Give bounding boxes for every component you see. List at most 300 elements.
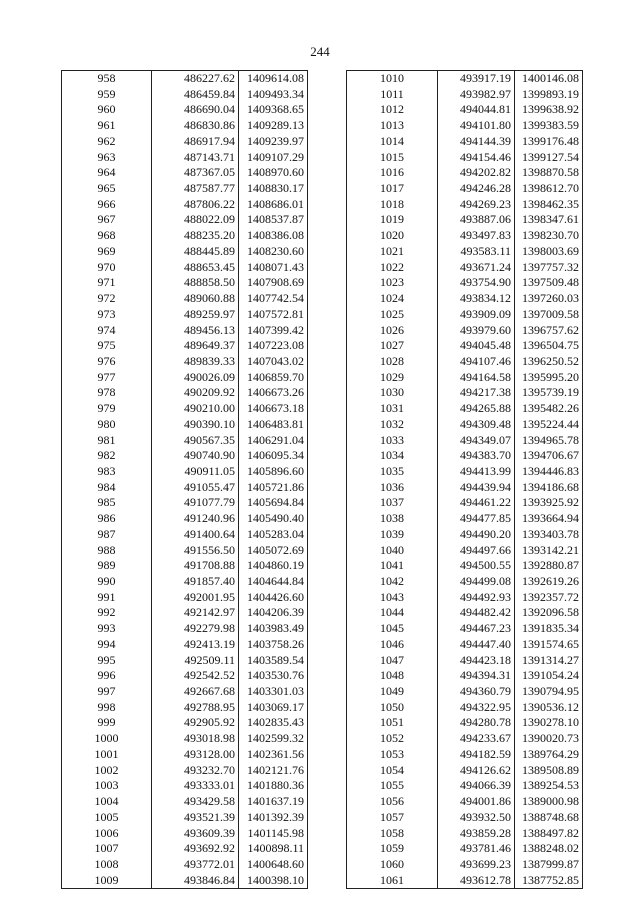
y-coordinate-cell: 1402599.32 — [239, 731, 308, 747]
table-row — [347, 323, 583, 339]
x-coordinate-cell: 492905.92 — [152, 715, 239, 731]
y-coordinate-cell: 1409289.13 — [239, 118, 308, 134]
y-coordinate-cell: 1395739.19 — [515, 385, 583, 401]
table-row — [347, 731, 583, 747]
point-number-cell: 1046 — [347, 637, 438, 653]
x-coordinate-cell: 487367.05 — [152, 165, 239, 181]
table-row — [347, 448, 583, 464]
table-row — [62, 857, 308, 873]
table-row — [62, 810, 308, 826]
point-number-cell: 1037 — [347, 495, 438, 511]
point-number-cell: 986 — [62, 511, 152, 527]
y-coordinate-cell: 1408686.01 — [239, 197, 308, 213]
table-row — [62, 165, 308, 181]
x-coordinate-cell: 488858.50 — [152, 275, 239, 291]
x-coordinate-cell: 494394.31 — [438, 668, 515, 684]
point-number-cell: 965 — [62, 181, 152, 197]
y-coordinate-cell: 1408386.08 — [239, 228, 308, 244]
x-coordinate-cell: 494477.85 — [438, 511, 515, 527]
point-number-cell: 1036 — [347, 480, 438, 496]
y-coordinate-cell: 1389000.98 — [515, 794, 583, 810]
x-coordinate-cell: 493982.97 — [438, 87, 515, 103]
point-number-cell: 1051 — [347, 715, 438, 731]
y-coordinate-cell: 1390278.10 — [515, 715, 583, 731]
point-number-cell: 973 — [62, 307, 152, 323]
y-coordinate-cell: 1401637.19 — [239, 794, 308, 810]
y-coordinate-cell: 1397509.48 — [515, 275, 583, 291]
x-coordinate-cell: 493612.78 — [438, 873, 515, 889]
x-coordinate-cell: 493583.11 — [438, 244, 515, 260]
x-coordinate-cell: 493671.24 — [438, 260, 515, 276]
point-number-cell: 969 — [62, 244, 152, 260]
x-coordinate-cell: 489649.37 — [152, 338, 239, 354]
y-coordinate-cell: 1396250.52 — [515, 354, 583, 370]
x-coordinate-cell: 494497.66 — [438, 543, 515, 559]
x-coordinate-cell: 490567.35 — [152, 433, 239, 449]
table-row — [62, 118, 308, 134]
point-number-cell: 998 — [62, 700, 152, 716]
y-coordinate-cell: 1399638.92 — [515, 102, 583, 118]
x-coordinate-cell: 492279.98 — [152, 621, 239, 637]
point-number-cell: 1023 — [347, 275, 438, 291]
point-number-cell: 1047 — [347, 653, 438, 669]
x-coordinate-cell: 494322.95 — [438, 700, 515, 716]
x-coordinate-cell: 493917.19 — [438, 71, 515, 87]
point-number-cell: 993 — [62, 621, 152, 637]
y-coordinate-cell: 1392357.72 — [515, 590, 583, 606]
y-coordinate-cell: 1407742.54 — [239, 291, 308, 307]
table-row — [62, 763, 308, 779]
y-coordinate-cell: 1387752.85 — [515, 873, 583, 889]
table-row — [62, 668, 308, 684]
x-coordinate-cell: 493333.01 — [152, 778, 239, 794]
point-number-cell: 997 — [62, 684, 152, 700]
y-coordinate-cell: 1406483.81 — [239, 417, 308, 433]
x-coordinate-cell: 493497.83 — [438, 228, 515, 244]
table-row — [347, 228, 583, 244]
y-coordinate-cell: 1392880.87 — [515, 558, 583, 574]
y-coordinate-cell: 1398347.61 — [515, 212, 583, 228]
y-coordinate-cell: 1398870.58 — [515, 165, 583, 181]
point-number-cell: 962 — [62, 134, 152, 150]
y-coordinate-cell: 1390536.12 — [515, 700, 583, 716]
coordinates-table-right — [346, 70, 583, 889]
table-row — [62, 71, 308, 87]
table-row — [347, 621, 583, 637]
table-row — [62, 102, 308, 118]
y-coordinate-cell: 1404644.84 — [239, 574, 308, 590]
x-coordinate-cell: 488022.09 — [152, 212, 239, 228]
table-row — [62, 653, 308, 669]
x-coordinate-cell: 493692.92 — [152, 841, 239, 857]
x-coordinate-cell: 494360.79 — [438, 684, 515, 700]
x-coordinate-cell: 494439.94 — [438, 480, 515, 496]
table-row — [347, 763, 583, 779]
point-number-cell: 967 — [62, 212, 152, 228]
point-number-cell: 1034 — [347, 448, 438, 464]
point-number-cell: 1041 — [347, 558, 438, 574]
table-row — [62, 448, 308, 464]
y-coordinate-cell: 1405896.60 — [239, 464, 308, 480]
y-coordinate-cell: 1409614.08 — [239, 71, 308, 87]
x-coordinate-cell: 494126.62 — [438, 763, 515, 779]
y-coordinate-cell: 1387999.87 — [515, 857, 583, 873]
table-row — [62, 590, 308, 606]
x-coordinate-cell: 493979.60 — [438, 323, 515, 339]
point-number-cell: 1053 — [347, 747, 438, 763]
x-coordinate-cell: 494001.86 — [438, 794, 515, 810]
y-coordinate-cell: 1400146.08 — [515, 71, 583, 87]
table-row — [62, 385, 308, 401]
y-coordinate-cell: 1406859.70 — [239, 370, 308, 386]
x-coordinate-cell: 493521.39 — [152, 810, 239, 826]
x-coordinate-cell: 493932.50 — [438, 810, 515, 826]
x-coordinate-cell: 494164.58 — [438, 370, 515, 386]
y-coordinate-cell: 1400398.10 — [239, 873, 308, 889]
table-row — [62, 574, 308, 590]
x-coordinate-cell: 494246.28 — [438, 181, 515, 197]
y-coordinate-cell: 1390794.95 — [515, 684, 583, 700]
table-row — [62, 370, 308, 386]
x-coordinate-cell: 490026.09 — [152, 370, 239, 386]
point-number-cell: 980 — [62, 417, 152, 433]
point-number-cell: 1014 — [347, 134, 438, 150]
x-coordinate-cell: 486227.62 — [152, 71, 239, 87]
point-number-cell: 982 — [62, 448, 152, 464]
x-coordinate-cell: 494423.18 — [438, 653, 515, 669]
y-coordinate-cell: 1407043.02 — [239, 354, 308, 370]
x-coordinate-cell: 490390.10 — [152, 417, 239, 433]
table-row — [347, 511, 583, 527]
y-coordinate-cell: 1389254.53 — [515, 778, 583, 794]
point-number-cell: 1005 — [62, 810, 152, 826]
y-coordinate-cell: 1406095.34 — [239, 448, 308, 464]
y-coordinate-cell: 1389764.29 — [515, 747, 583, 763]
y-coordinate-cell: 1401145.98 — [239, 826, 308, 842]
point-number-cell: 1054 — [347, 763, 438, 779]
table-row — [347, 260, 583, 276]
y-coordinate-cell: 1398230.70 — [515, 228, 583, 244]
point-number-cell: 1008 — [62, 857, 152, 873]
x-coordinate-cell: 493128.00 — [152, 747, 239, 763]
point-number-cell: 1049 — [347, 684, 438, 700]
y-coordinate-cell: 1400648.60 — [239, 857, 308, 873]
point-number-cell: 989 — [62, 558, 152, 574]
x-coordinate-cell: 486917.94 — [152, 134, 239, 150]
x-coordinate-cell: 494499.08 — [438, 574, 515, 590]
table-row — [347, 71, 583, 87]
table-row — [347, 653, 583, 669]
y-coordinate-cell: 1408830.17 — [239, 181, 308, 197]
x-coordinate-cell: 488445.89 — [152, 244, 239, 260]
table-row — [62, 527, 308, 543]
table-row — [347, 700, 583, 716]
y-coordinate-cell: 1403983.49 — [239, 621, 308, 637]
table-row — [347, 574, 583, 590]
point-number-cell: 1033 — [347, 433, 438, 449]
y-coordinate-cell: 1398003.69 — [515, 244, 583, 260]
point-number-cell: 1006 — [62, 826, 152, 842]
x-coordinate-cell: 489259.97 — [152, 307, 239, 323]
point-number-cell: 1057 — [347, 810, 438, 826]
table-row — [347, 841, 583, 857]
x-coordinate-cell: 494269.23 — [438, 197, 515, 213]
point-number-cell: 1020 — [347, 228, 438, 244]
x-coordinate-cell: 492542.52 — [152, 668, 239, 684]
table-row — [62, 637, 308, 653]
y-coordinate-cell: 1389508.89 — [515, 763, 583, 779]
point-number-cell: 1061 — [347, 873, 438, 889]
table-row — [62, 291, 308, 307]
table-row — [347, 857, 583, 873]
x-coordinate-cell: 490740.90 — [152, 448, 239, 464]
point-number-cell: 1002 — [62, 763, 152, 779]
point-number-cell: 1038 — [347, 511, 438, 527]
y-coordinate-cell: 1397009.58 — [515, 307, 583, 323]
point-number-cell: 1045 — [347, 621, 438, 637]
x-coordinate-cell: 493609.39 — [152, 826, 239, 842]
point-number-cell: 1044 — [347, 605, 438, 621]
table-row — [62, 731, 308, 747]
table-row — [62, 197, 308, 213]
y-coordinate-cell: 1393925.92 — [515, 495, 583, 511]
point-number-cell: 1013 — [347, 118, 438, 134]
point-number-cell: 1004 — [62, 794, 152, 810]
table-row — [347, 590, 583, 606]
x-coordinate-cell: 493887.06 — [438, 212, 515, 228]
x-coordinate-cell: 493909.09 — [438, 307, 515, 323]
x-coordinate-cell: 492413.19 — [152, 637, 239, 653]
point-number-cell: 1048 — [347, 668, 438, 684]
table-row — [347, 810, 583, 826]
point-number-cell: 964 — [62, 165, 152, 181]
point-number-cell: 996 — [62, 668, 152, 684]
point-number-cell: 1022 — [347, 260, 438, 276]
table-row — [62, 495, 308, 511]
point-number-cell: 988 — [62, 543, 152, 559]
table-row — [347, 307, 583, 323]
x-coordinate-cell: 494144.39 — [438, 134, 515, 150]
point-number-cell: 1011 — [347, 87, 438, 103]
y-coordinate-cell: 1409239.97 — [239, 134, 308, 150]
y-coordinate-cell: 1399383.59 — [515, 118, 583, 134]
x-coordinate-cell: 493429.58 — [152, 794, 239, 810]
point-number-cell: 1031 — [347, 401, 438, 417]
x-coordinate-cell: 494492.93 — [438, 590, 515, 606]
point-number-cell: 1032 — [347, 417, 438, 433]
x-coordinate-cell: 494107.46 — [438, 354, 515, 370]
table-row — [347, 212, 583, 228]
table-row — [347, 558, 583, 574]
y-coordinate-cell: 1409368.65 — [239, 102, 308, 118]
table-row — [347, 118, 583, 134]
y-coordinate-cell: 1392096.58 — [515, 605, 583, 621]
point-number-cell: 1017 — [347, 181, 438, 197]
page-number: 244 — [310, 44, 330, 59]
table-row — [347, 495, 583, 511]
y-coordinate-cell: 1399893.19 — [515, 87, 583, 103]
point-number-cell: 1016 — [347, 165, 438, 181]
point-number-cell: 1042 — [347, 574, 438, 590]
point-number-cell: 981 — [62, 433, 152, 449]
table-row — [62, 480, 308, 496]
point-number-cell: 1056 — [347, 794, 438, 810]
table-row — [62, 543, 308, 559]
y-coordinate-cell: 1401392.39 — [239, 810, 308, 826]
x-coordinate-cell: 492667.68 — [152, 684, 239, 700]
x-coordinate-cell: 489060.88 — [152, 291, 239, 307]
point-number-cell: 1028 — [347, 354, 438, 370]
point-number-cell: 987 — [62, 527, 152, 543]
y-coordinate-cell: 1407223.08 — [239, 338, 308, 354]
y-coordinate-cell: 1395482.26 — [515, 401, 583, 417]
table-row — [62, 244, 308, 260]
y-coordinate-cell: 1396757.62 — [515, 323, 583, 339]
x-coordinate-cell: 494217.38 — [438, 385, 515, 401]
point-number-cell: 1018 — [347, 197, 438, 213]
y-coordinate-cell: 1399127.54 — [515, 150, 583, 166]
x-coordinate-cell: 486459.84 — [152, 87, 239, 103]
y-coordinate-cell: 1391574.65 — [515, 637, 583, 653]
table-row — [62, 605, 308, 621]
point-number-cell: 1021 — [347, 244, 438, 260]
y-coordinate-cell: 1409493.34 — [239, 87, 308, 103]
table-row — [347, 778, 583, 794]
x-coordinate-cell: 490210.00 — [152, 401, 239, 417]
y-coordinate-cell: 1403069.17 — [239, 700, 308, 716]
point-number-cell: 983 — [62, 464, 152, 480]
point-number-cell: 976 — [62, 354, 152, 370]
x-coordinate-cell: 493846.84 — [152, 873, 239, 889]
y-coordinate-cell: 1394965.78 — [515, 433, 583, 449]
y-coordinate-cell: 1406673.26 — [239, 385, 308, 401]
table-row — [62, 747, 308, 763]
table-row — [347, 87, 583, 103]
point-number-cell: 978 — [62, 385, 152, 401]
y-coordinate-cell: 1398462.35 — [515, 197, 583, 213]
point-number-cell: 1055 — [347, 778, 438, 794]
point-number-cell: 1007 — [62, 841, 152, 857]
table-row — [62, 134, 308, 150]
table-row — [62, 684, 308, 700]
x-coordinate-cell: 494467.23 — [438, 621, 515, 637]
x-coordinate-cell: 493699.23 — [438, 857, 515, 873]
table-row — [62, 212, 308, 228]
x-coordinate-cell: 494500.55 — [438, 558, 515, 574]
y-coordinate-cell: 1403589.54 — [239, 653, 308, 669]
x-coordinate-cell: 491240.96 — [152, 511, 239, 527]
y-coordinate-cell: 1404206.39 — [239, 605, 308, 621]
point-number-cell: 970 — [62, 260, 152, 276]
y-coordinate-cell: 1391314.27 — [515, 653, 583, 669]
y-coordinate-cell: 1399176.48 — [515, 134, 583, 150]
x-coordinate-cell: 494265.88 — [438, 401, 515, 417]
table-row — [347, 244, 583, 260]
x-coordinate-cell: 493018.98 — [152, 731, 239, 747]
table-row — [347, 275, 583, 291]
y-coordinate-cell: 1395995.20 — [515, 370, 583, 386]
y-coordinate-cell: 1394706.67 — [515, 448, 583, 464]
point-number-cell: 1052 — [347, 731, 438, 747]
table-row — [347, 826, 583, 842]
x-coordinate-cell: 487806.22 — [152, 197, 239, 213]
point-number-cell: 992 — [62, 605, 152, 621]
point-number-cell: 968 — [62, 228, 152, 244]
point-number-cell: 1026 — [347, 323, 438, 339]
table-row — [347, 873, 583, 889]
table-row — [62, 150, 308, 166]
x-coordinate-cell: 490209.92 — [152, 385, 239, 401]
x-coordinate-cell: 494482.42 — [438, 605, 515, 621]
x-coordinate-cell: 493781.46 — [438, 841, 515, 857]
point-number-cell: 971 — [62, 275, 152, 291]
point-number-cell: 1050 — [347, 700, 438, 716]
coordinates-table-left — [61, 70, 308, 889]
point-number-cell: 1019 — [347, 212, 438, 228]
y-coordinate-cell: 1404860.19 — [239, 558, 308, 574]
table-row — [347, 605, 583, 621]
y-coordinate-cell: 1393664.94 — [515, 511, 583, 527]
point-number-cell: 1059 — [347, 841, 438, 857]
y-coordinate-cell: 1397757.32 — [515, 260, 583, 276]
y-coordinate-cell: 1396504.75 — [515, 338, 583, 354]
table-row — [347, 181, 583, 197]
point-number-cell: 999 — [62, 715, 152, 731]
table-row — [347, 480, 583, 496]
y-coordinate-cell: 1408970.60 — [239, 165, 308, 181]
table-row — [347, 401, 583, 417]
x-coordinate-cell: 492001.95 — [152, 590, 239, 606]
x-coordinate-cell: 491055.47 — [152, 480, 239, 496]
x-coordinate-cell: 494447.40 — [438, 637, 515, 653]
table-row — [347, 715, 583, 731]
table-row — [347, 684, 583, 700]
x-coordinate-cell: 491556.50 — [152, 543, 239, 559]
x-coordinate-cell: 494309.48 — [438, 417, 515, 433]
y-coordinate-cell: 1400898.11 — [239, 841, 308, 857]
point-number-cell: 1010 — [347, 71, 438, 87]
point-number-cell: 984 — [62, 480, 152, 496]
y-coordinate-cell: 1403301.03 — [239, 684, 308, 700]
y-coordinate-cell: 1390020.73 — [515, 731, 583, 747]
x-coordinate-cell: 494045.48 — [438, 338, 515, 354]
point-number-cell: 966 — [62, 197, 152, 213]
x-coordinate-cell: 494349.07 — [438, 433, 515, 449]
y-coordinate-cell: 1407572.81 — [239, 307, 308, 323]
x-coordinate-cell: 493834.12 — [438, 291, 515, 307]
point-number-cell: 1040 — [347, 543, 438, 559]
y-coordinate-cell: 1398612.70 — [515, 181, 583, 197]
x-coordinate-cell: 494413.99 — [438, 464, 515, 480]
y-coordinate-cell: 1404426.60 — [239, 590, 308, 606]
table-row — [347, 197, 583, 213]
y-coordinate-cell: 1407908.69 — [239, 275, 308, 291]
y-coordinate-cell: 1403530.76 — [239, 668, 308, 684]
y-coordinate-cell: 1388497.82 — [515, 826, 583, 842]
y-coordinate-cell: 1402121.76 — [239, 763, 308, 779]
x-coordinate-cell: 494280.78 — [438, 715, 515, 731]
x-coordinate-cell: 491077.79 — [152, 495, 239, 511]
x-coordinate-cell: 489456.13 — [152, 323, 239, 339]
table-row — [347, 668, 583, 684]
x-coordinate-cell: 494461.22 — [438, 495, 515, 511]
y-coordinate-cell: 1405490.40 — [239, 511, 308, 527]
point-number-cell: 963 — [62, 150, 152, 166]
point-number-cell: 1012 — [347, 102, 438, 118]
point-number-cell: 1025 — [347, 307, 438, 323]
x-coordinate-cell: 492788.95 — [152, 700, 239, 716]
y-coordinate-cell: 1407399.42 — [239, 323, 308, 339]
